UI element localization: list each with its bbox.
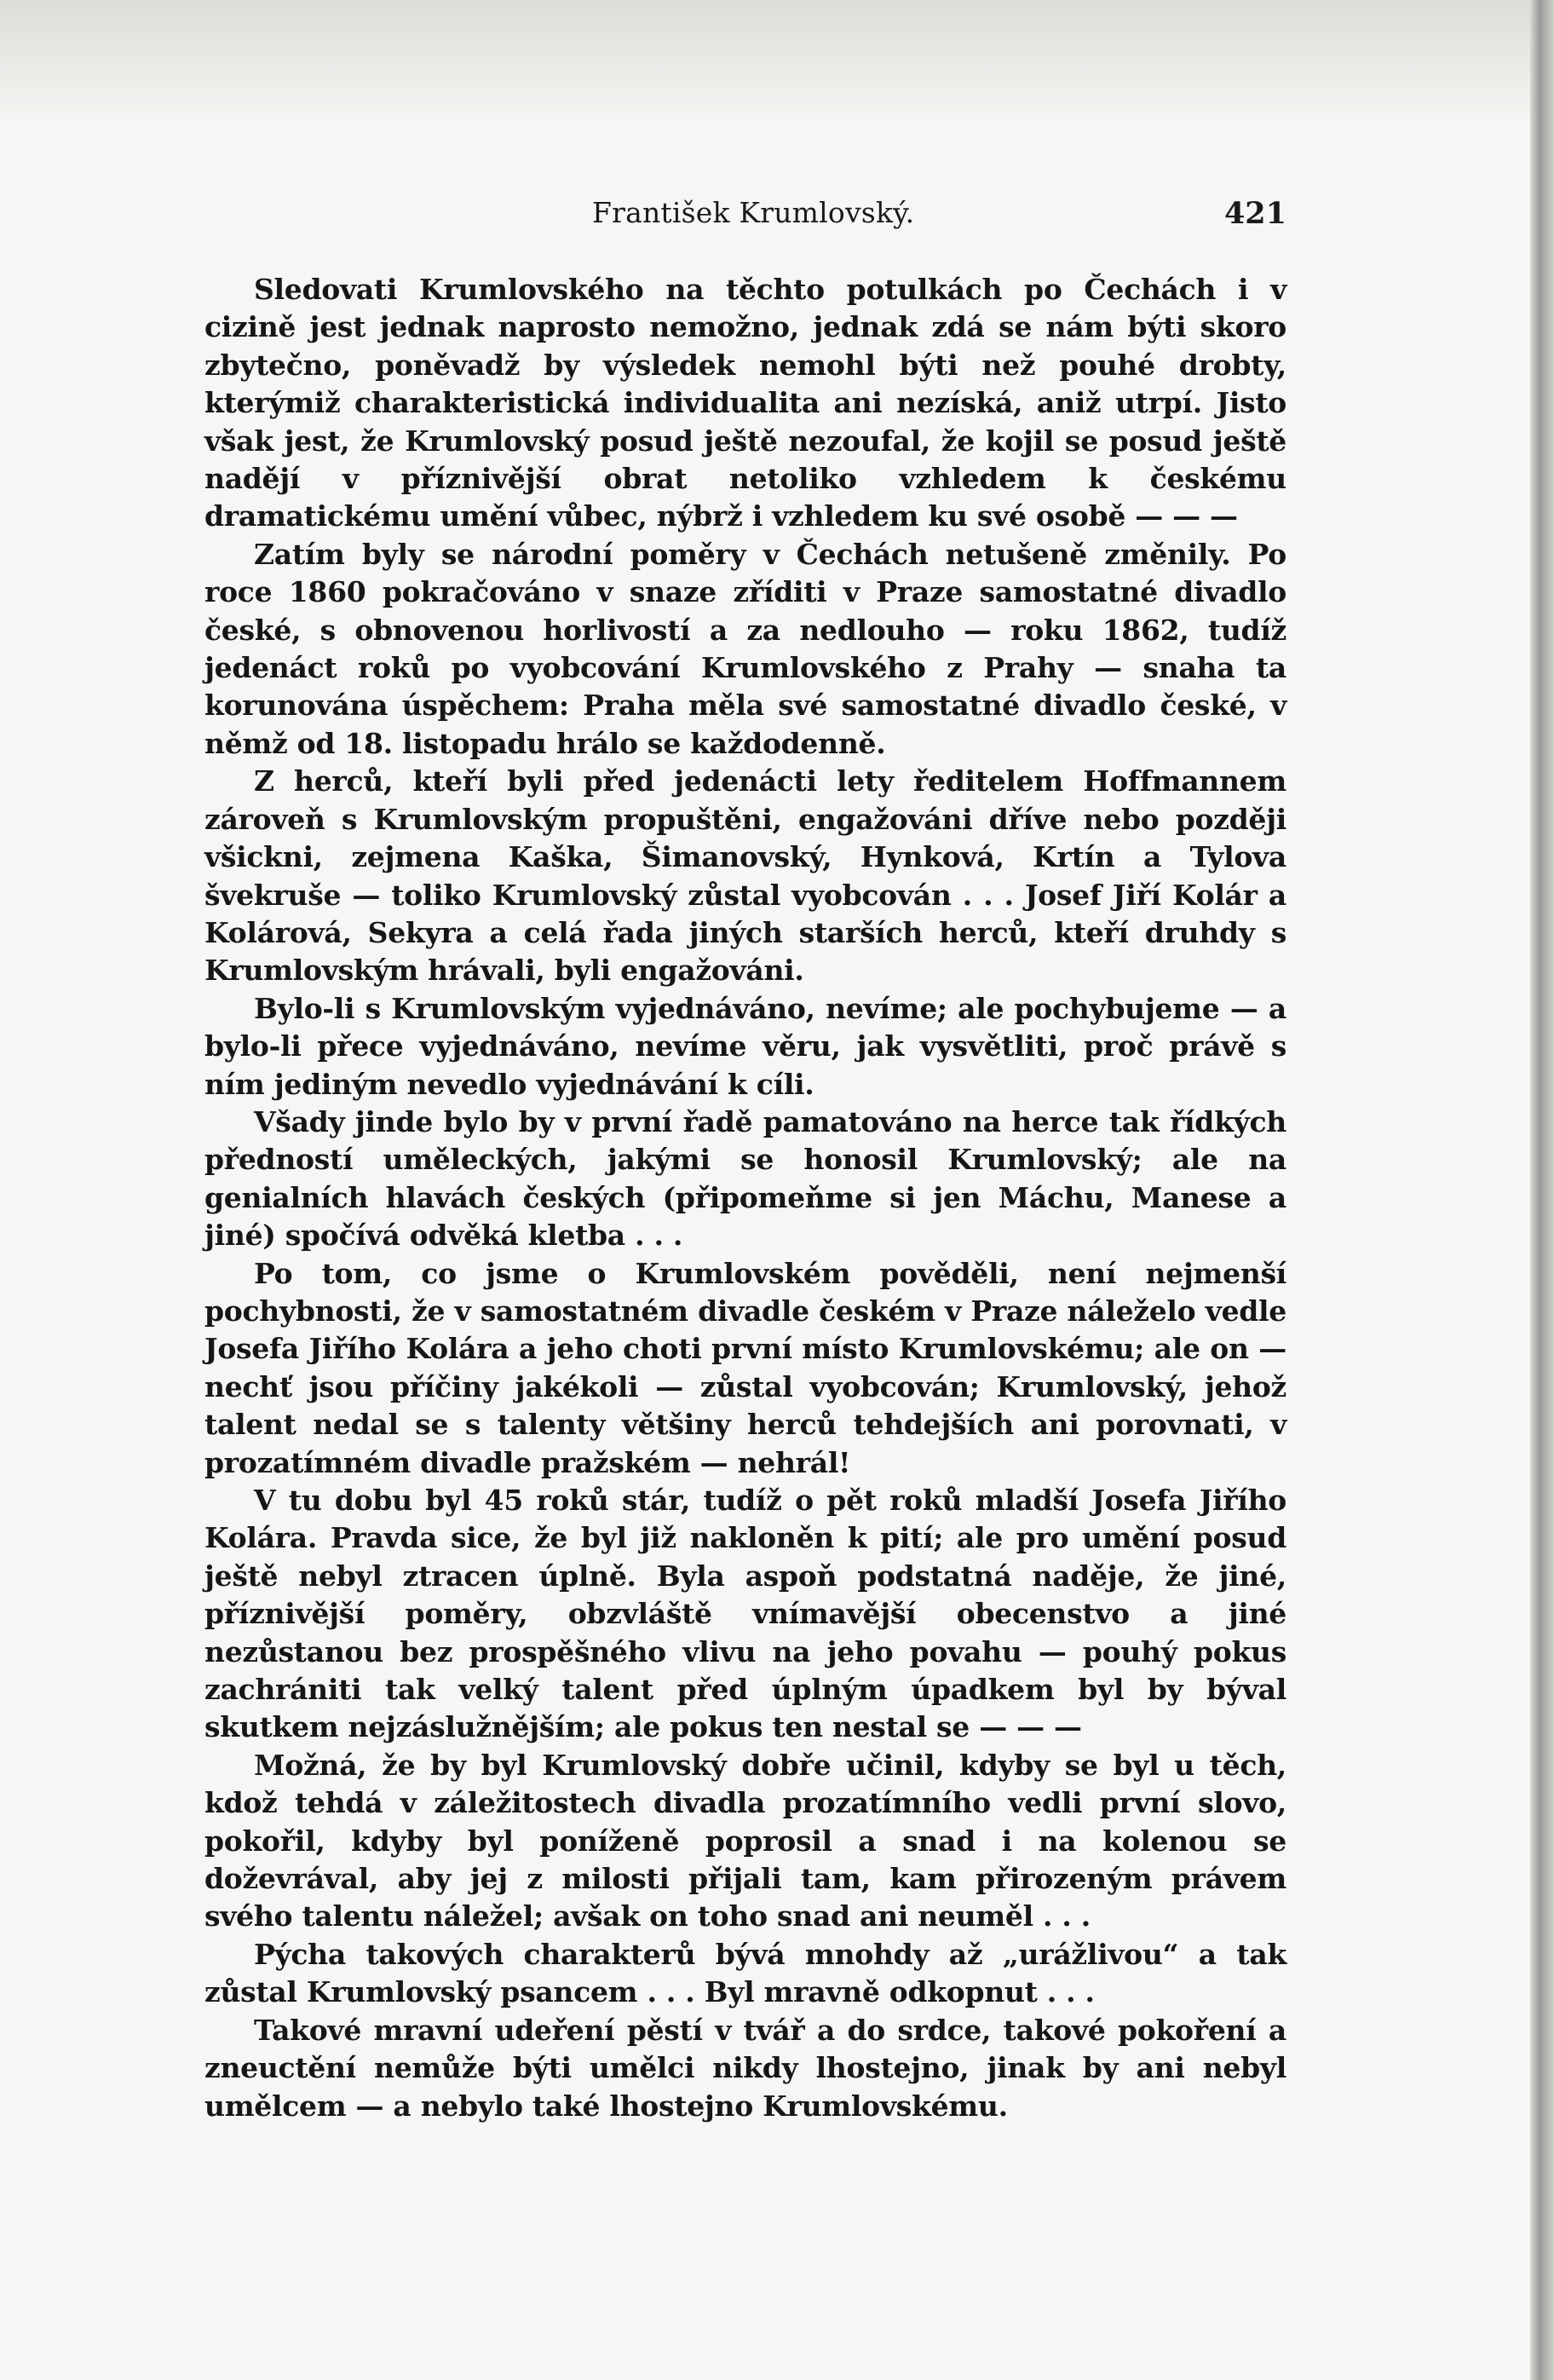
running-head: František Krumlovský. (592, 196, 915, 229)
paragraph: Všady jinde bylo by v první řadě pamatováno na herce tak řídkých předností uměleckých, jakými se honosil Krumlovský; ale na genialních hlavách českých (připomeňme si jen Máchu, Manese a jiné) spočívá odvěká kletba . . . (204, 1104, 1286, 1253)
paragraph: Zatím byly se národní poměry v Čechách netušeně změnily. Po roce 1860 pokračováno v snaze zříditi v Praze samostatné divadlo české, s obnovenou horlivostí a za nedlouho — roku 1862, tudíž jedenáct roků po vyobcování Krumlovského z Prahy — snaha ta korunována úspěchem: Praha měla své samostatné divadlo české, v němž od 18. listopadu hrálo se každodenně. (204, 537, 1286, 760)
paragraph: Z herců, kteří byli před jedenácti lety ředitelem Hoffmannem zároveň s Krumlovským propuštěni, engažováni dříve nebo později všickni, zejmena Kaška, Šimanovský, Hynková, Krtín a Tylova švekruše — toliko Krumlovský zůstal vyobcován . . . Josef Jiří Kolár a Kolárová, Sekyra a celá řada jiných starších herců, kteří druhdy s Krumlovským hrávali, byli engažováni. (204, 764, 1286, 988)
paragraph: Bylo-li s Krumlovským vyjednáváno, nevíme; ale pochybujeme — a bylo-li přece vyjednáváno, nevíme věru, jak vysvětliti, proč právě s ním jediným nevedlo vyjednávání k cíli. (204, 991, 1286, 1101)
page-number: 421 (1223, 196, 1286, 231)
paragraph: Takové mravní udeření pěstí v tvář a do srdce, takové pokoření a zneuctění nemůže býti umělci nikdy lhostejno, jinak by ani nebyl umělcem — a nebylo také lhostejno Krumlovskému. (204, 2013, 1286, 2123)
paragraph: Po tom, co jsme o Krumlovském pověděli, není nejmenší pochybnosti, že v samostatném divadle českém v Praze náleželo vedle Josefa Jiřího Kolára a jeho choti první místo Krumlovskému; ale on — nechť jsou příčiny jakékoli — zůstal vyobcován; Krumlovský, jehož talent nedal se s talenty většiny herců tehdejších ani porovnati, v prozatímném divadle pražském — nehrál! (204, 1256, 1286, 1479)
paragraph: Sledovati Krumlovského na těchto potulkách po Čechách i v cizině jest jednak naprosto nemožno, jednak zdá se nám býti skoro zbytečno, poněvadž by výsledek nemohl býti než pouhé drobty, kterýmiž charakteristická individualita ani nezíská, aniž utrpí. Jisto však jest, že Krumlovský posud ještě nezoufal, že kojil se posud ještě nadějí v příznivější obrat netoliko vzhledem k českému dramatickému umění vůbec, nýbrž i vzhledem ku své osobě — — — (204, 273, 1286, 533)
scan-page-edge (1530, 0, 1554, 2380)
paragraph: V tu dobu byl 45 roků stár, tudíž o pět roků mladší Josefa Jiřího Kolára. Pravda sice, že byl již nakloněn k pití; ale pro umění posud ještě nebyl ztracen úplně. Byla aspoň podstatná naděje, že jiné, příznivější poměry, obzvláště vnímavější obecenstvo a jiné nezůstanou bez prospěšného vlivu na jeho povahu — pouhý pokus zachrániti tak velký talent před úplným úpadkem byl by býval skutkem nejzáslužnějším; ale pokus ten nestal se — — — (204, 1484, 1286, 1744)
paragraph: Možná, že by byl Krumlovský dobře učinil, kdyby se byl u těch, kdož tehdá v záležitostech divadla prozatímního vedli první slovo, pokořil, kdyby byl poníženě poprosil a snad i na kolenou se doževrával, aby jej z milosti přijali tam, kam přirozeným právem svého talentu náležel; avšak on toho snad ani neuměl . . . (204, 1748, 1286, 1933)
paragraph: Pýcha takových charakterů bývá mnohdy až „urážlivou“ a tak zůstal Krumlovský psancem . . . Byl mravně odkopnut . . . (204, 1937, 1286, 2009)
page-header (204, 196, 1286, 247)
scan-top-shadow (0, 0, 1554, 128)
body-text (204, 271, 1286, 2125)
